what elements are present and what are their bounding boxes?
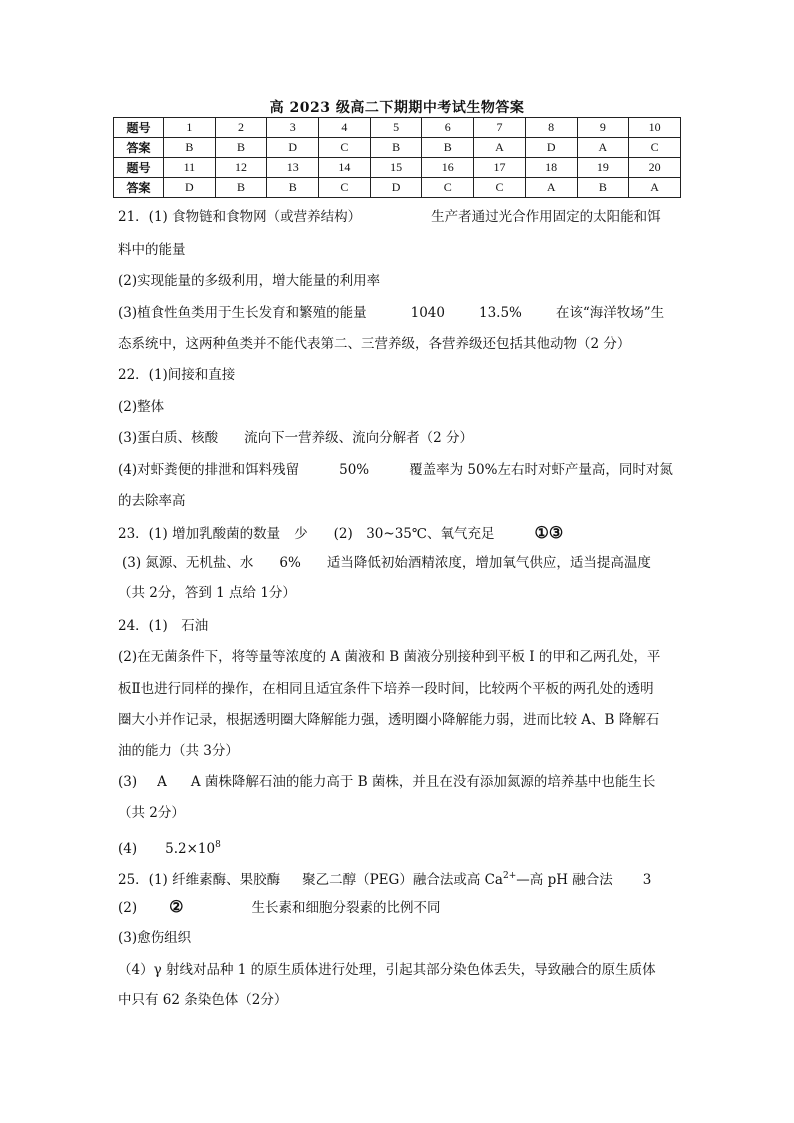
answer-line: [118, 803, 185, 823]
page-title: 高 2023 级高二下期期中考试生物答案: [269, 100, 525, 116]
answer-table: [113, 117, 681, 198]
row-label-question: 题号: [114, 118, 164, 138]
question-number: 6: [422, 118, 474, 138]
answer-line: [118, 397, 164, 417]
answer-line: [118, 583, 296, 603]
question-number: 15: [370, 158, 422, 178]
answer-cell: C: [422, 178, 474, 198]
answer-cell: A: [525, 178, 577, 198]
question-number: 16: [422, 158, 474, 178]
answer-text: (2) 30~35℃、氧气充足: [333, 526, 495, 542]
answer-text: 生产者通过光合作用固定的太阳能和饵: [431, 209, 661, 225]
answer-cell: D: [525, 138, 577, 158]
answer-text: (4)对虾粪便的排泄和饵料残留: [118, 462, 300, 478]
row-label-question: 题号: [114, 158, 164, 178]
answer-cell: B: [577, 178, 629, 198]
answer-text: 24．(1) 石油: [118, 618, 209, 634]
answer-line: [118, 866, 651, 886]
answer-line: [118, 365, 235, 385]
exponent: 8: [215, 840, 221, 850]
answer-text: 态系统中，这两种鱼类并不能代表第二、三营养级，各营养级还包括其他动物（2 分）: [118, 336, 631, 352]
question-number: 8: [525, 118, 577, 138]
answer-text: 聚乙二醇（PEG）融合法或高 Ca: [302, 871, 503, 888]
answer-text: 3: [642, 871, 652, 888]
answer-cell: B: [267, 178, 319, 198]
answer-text: 1040: [410, 305, 445, 321]
answer-cell: C: [319, 138, 371, 158]
question-number-row: [114, 118, 681, 138]
question-number: 18: [525, 158, 577, 178]
answer-text: (4): [118, 840, 138, 857]
question-number: 10: [629, 118, 681, 138]
question-number: 20: [629, 158, 681, 178]
answer-line: [118, 835, 221, 855]
answer-line: [118, 460, 673, 480]
answer-cell: C: [629, 138, 681, 158]
answer-text: 的去除率高: [118, 493, 186, 509]
answer-cell: B: [164, 138, 216, 158]
question-number: 13: [267, 158, 319, 178]
answer-text: ②: [169, 897, 184, 916]
question-number: 3: [267, 118, 319, 138]
question-number: 2: [215, 118, 267, 138]
answer-cell: B: [215, 138, 267, 158]
answer-line: [118, 240, 186, 260]
question-number: 17: [474, 158, 526, 178]
answer-text: (3): [118, 774, 138, 790]
question-number: 19: [577, 158, 629, 178]
question-number: 11: [164, 158, 216, 178]
answer-text: 21．(1) 食物链和食物网（或营养结构）: [118, 209, 362, 225]
answer-cell: A: [474, 138, 526, 158]
answer-row: [114, 138, 681, 158]
answer-text: 6%: [279, 555, 301, 571]
answer-text: (2)实现能量的多级利用，增大能量的利用率: [118, 273, 381, 289]
answer-cell: C: [474, 178, 526, 198]
answer-line: [118, 679, 654, 699]
answer-text: 中只有 62 条染色体（2分）: [118, 992, 288, 1008]
answer-text: ①③: [534, 523, 564, 542]
answer-cell: B: [215, 178, 267, 198]
answer-text: 圈大小并作记录，根据透明圈大降解能力强，透明圈小降解能力弱，进而比较 A、B 降解石: [118, 712, 660, 728]
answer-line: [118, 710, 659, 730]
answer-text: (3)植食性鱼类用于生长发育和繁殖的能量: [118, 305, 367, 321]
answer-cell: A: [629, 178, 681, 198]
answer-line: [118, 772, 655, 792]
question-number: 5: [370, 118, 422, 138]
answer-text: 25．(1) 纤维素酶、果胶酶: [118, 871, 281, 888]
answer-text: 料中的能量: [118, 242, 186, 258]
answer-line: [118, 271, 380, 291]
answer-text: 少: [294, 526, 308, 542]
question-number: 14: [319, 158, 371, 178]
answer-line: [118, 647, 660, 667]
answer-line: [122, 553, 651, 573]
answer-text: 覆盖率为 50%左右时对虾产量高，同时对氮: [409, 462, 673, 478]
answer-cell: D: [267, 138, 319, 158]
answer-text: (2)在无菌条件下，将等量等浓度的 A 菌液和 B 菌液分别接种到平板 I 的甲和乙两孔处，平: [118, 649, 661, 665]
question-number-row: [114, 158, 681, 178]
answer-text: (2)整体: [118, 399, 165, 415]
answer-text: A 菌株降解石油的能力高于 B 菌株，并且在没有添加氮源的培养基中也能生长: [190, 774, 656, 790]
answer-text: 22．(1)间接和直接: [118, 367, 236, 383]
answer-cell: D: [370, 178, 422, 198]
answer-text: 流向下一营养级、流向分解者（2 分）: [244, 430, 474, 446]
answer-row: [114, 178, 681, 198]
answer-text: 板Ⅱ也进行同样的操作，在相同且适宜条件下培养一段时间，比较两个平板的两孔处的透明: [118, 681, 654, 697]
answer-line: [118, 523, 563, 543]
answer-text: （4）γ 射线对品种 1 的原生质体进行处理，引起其部分染色体丢失，导致融合的原生质体: [118, 962, 656, 978]
answer-text: 适当降低初始酒精浓度，增加氧气供应，适当提高温度: [326, 555, 651, 571]
answer-line: [118, 960, 656, 980]
answer-line: [118, 207, 661, 227]
question-number: 7: [474, 118, 526, 138]
answer-line: [118, 428, 473, 448]
question-number: 4: [319, 118, 371, 138]
answer-line: [118, 616, 208, 636]
answer-cell: B: [422, 138, 474, 158]
answer-text: 生长素和细胞分裂素的比例不同: [251, 900, 441, 916]
answer-line: [118, 741, 239, 761]
row-label-answer: 答案: [114, 138, 164, 158]
answer-text: (3)蛋白质、核酸: [118, 430, 219, 446]
answer-cell: A: [577, 138, 629, 158]
answer-text: （共 2分）: [118, 805, 185, 821]
question-number: 1: [164, 118, 216, 138]
answer-line: [118, 303, 664, 323]
answer-text: 油的能力（共 3分）: [118, 743, 239, 759]
answer-text: 在该“海洋牧场”生: [555, 305, 665, 321]
answer-text: (3) 氮源、无机盐、水: [122, 555, 254, 571]
answer-line: [118, 928, 191, 948]
answer-cell: D: [164, 178, 216, 198]
answer-text: (2): [118, 900, 138, 916]
answer-line: [118, 334, 630, 354]
answer-line: [118, 990, 287, 1010]
answer-line: [118, 897, 440, 917]
answer-text: —高 pH 融合法: [516, 871, 613, 888]
question-number: 9: [577, 118, 629, 138]
answer-line: [118, 491, 186, 511]
row-label-answer: 答案: [114, 178, 164, 198]
question-number: 12: [215, 158, 267, 178]
answer-cell: B: [370, 138, 422, 158]
answer-text: （共 2分，答到 1 点给 1分）: [118, 585, 296, 601]
ion-charge: 2+: [503, 871, 517, 881]
answer-text: 5.2×10: [165, 840, 216, 857]
answer-text: 50%: [339, 462, 370, 478]
answer-text: (3)愈伤组织: [118, 930, 192, 946]
answer-text: 13.5%: [478, 305, 522, 321]
answer-text: 23．(1) 增加乳酸菌的数量: [118, 526, 281, 542]
answer-text: A: [157, 774, 167, 790]
answer-cell: C: [319, 178, 371, 198]
